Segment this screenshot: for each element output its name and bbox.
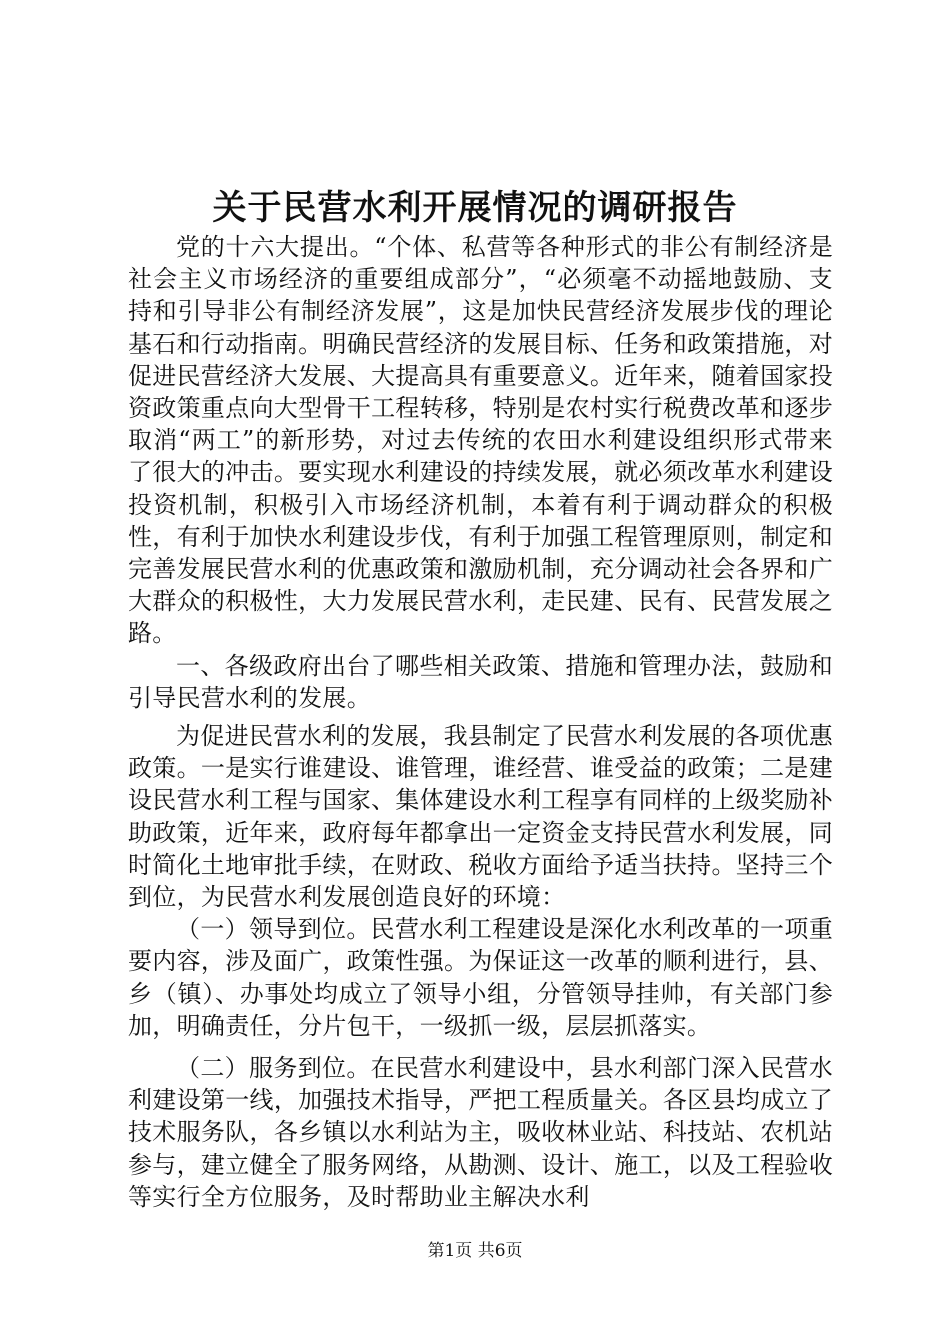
document-body (128, 231, 833, 1213)
paragraph-intro: 党的十六大提出。“个体、私营等各种形式的非公有制经济是社会主义市场经济的重要组成部分”，“必须毫不动摇地鼓励、支持和引导非公有制经济发展”，这是加快民营经济发展步伐的理论基石和行动指南。明确民营经济的发展目标、任务和政策措施，对促进民营经济大发展、大提高具有重要意义。近年来，随着国家投资政策重点向大型骨干工程转移，特别是农村实行税费改革和逐步取消“两工”的新形势，对过去传统的农田水利建设组织形式带来了很大的冲击。要实现水利建设的持续发展，就必须改革水利建设投资机制，积极引入市场经济机制，本着有利于调动群众的积极性，有利于加快水利建设步伐，有利于加强工程管理原则，制定和完善发展民营水利的优惠政策和激励机制，充分调动社会各界和广大群众的积极性，大力发展民营水利，走民建、民有、民营发展之路。 (128, 233, 833, 648)
paragraph-service: （二）服务到位。在民营水利建设中，县水利部门深入民营水利建设第一线，加强技术指导，严把工程质量关。各区县均成立了技术服务队，各乡镇以水利站为主，吸收林业站、科技站、农机站参与，建立健全了服务网络，从勘测、设计、施工，以及工程验收等实行全方位服务，及时帮助业主解决水利 (128, 1054, 833, 1211)
page-number-footer: 第1页 共6页 (427, 1241, 523, 1261)
paragraph-policies: 为促进民营水利的发展，我县制定了民营水利发展的各项优惠政策。一是实行谁建设、谁管理，谁经营、谁受益的政策；二是建设民营水利工程与国家、集体建设水利工程享有同样的上级奖励补助政策，近年来，政府每年都拿出一定资金支持民营水利发展，同时简化土地审批手续，在财政、税收方面给予适当扶持。坚持三个到位，为民营水利发展创造良好的环境： (128, 722, 833, 912)
document-title: 关于民营水利开展情况的调研报告 (212, 188, 738, 228)
paragraph-section-heading: 一、各级政府出台了哪些相关政策、措施和管理办法，鼓励和引导民营水利的发展。 (128, 651, 833, 712)
paragraph-leadership: （一）领导到位。民营水利工程建设是深化水利改革的一项重要内容，涉及面广，政策性强。为保证这一改革的顺利进行，县、乡（镇）、办事处均成立了领导小组，分管领导挂帅，有关部门参加，明确责任，分片包干，一级抓一级，层层抓落实。 (128, 915, 833, 1040)
